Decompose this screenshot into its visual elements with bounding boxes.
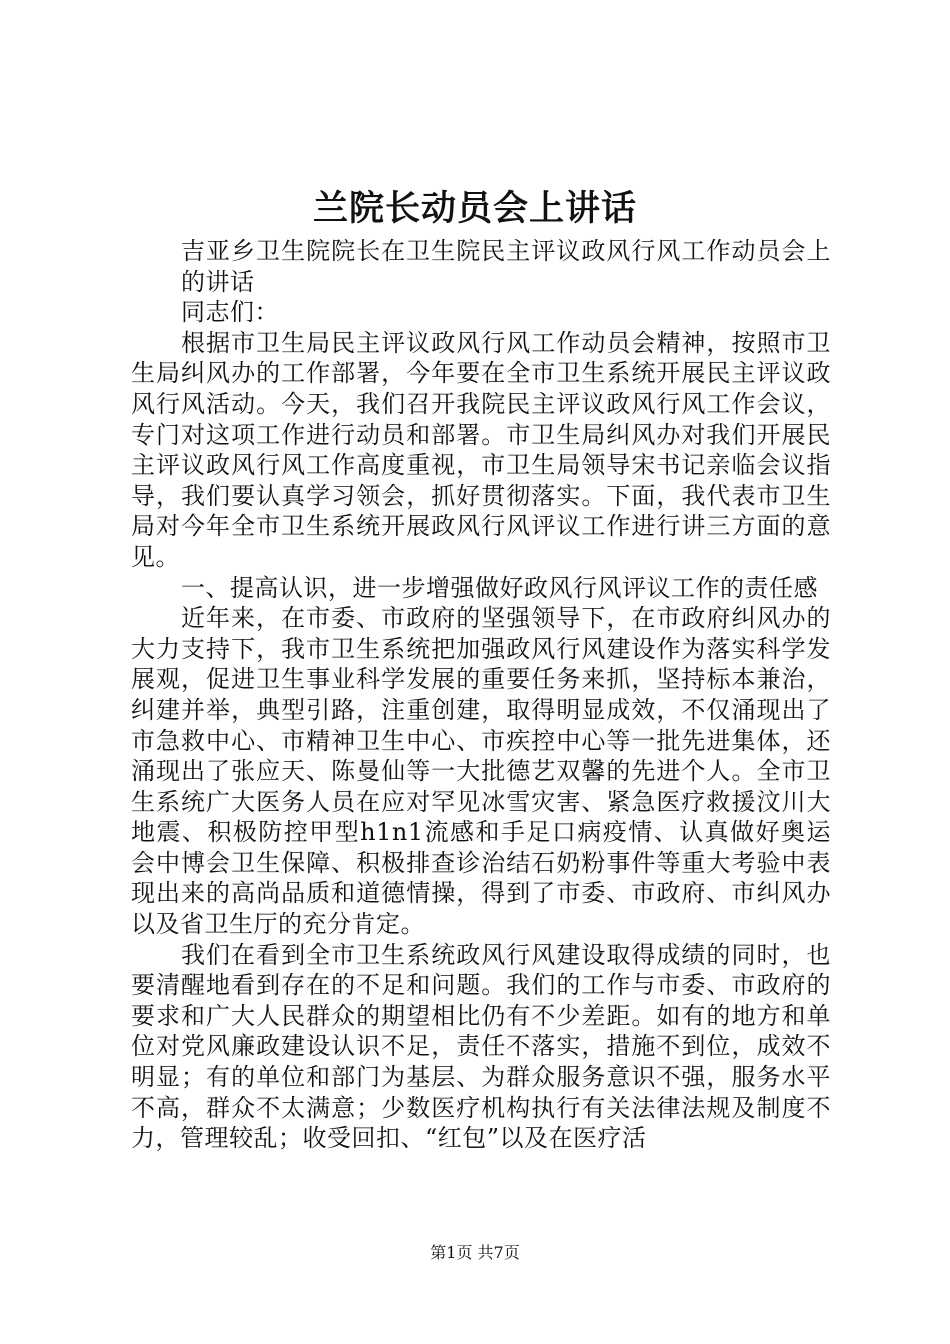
section-heading: 一、提高认识，进一步增强做好政风行风评议工作的责任感	[181, 573, 818, 602]
document-body	[131, 236, 831, 1154]
body-paragraph: 根据市卫生局民主评议政风行风工作动员会精神，按照市卫生局纠风办的工作部署，今年要在全市卫生系统开展民主评议政风行风活动。今天，我们召开我院民主评议政风行风工作会议，专门对这项工作进行动员和部署。市卫生局纠风办对我们开展民主评议政风行风工作高度重视，市卫生局领导宋书记亲临会议指导，我们要认真学习领会，抓好贯彻落实。下面，我代表市卫生局对今年全市卫生系统开展政风行风评议工作进行讲三方面的意见。	[131, 328, 831, 571]
document-subtitle: 吉亚乡卫生院院长在卫生院民主评议政风行风工作动员会上的讲话	[181, 237, 831, 296]
document-title: 兰院长动员会上讲话	[312, 188, 637, 229]
body-paragraph: 近年来，在市委、市政府的坚强领导下，在市政府纠风办的大力支持下，我市卫生系统把加强政风行风建设作为落实科学发展观，促进卫生事业科学发展的重要任务来抓，坚持标本兼治，纠建并举，典型引路，注重创建，取得明显成效，不仅涌现出了市急救中心、市精神卫生中心、市疾控中心等一批先进集体，还涌现出了张应天、陈曼仙等一大批德艺双馨的先进个人。全市卫生系统广大医务人员在应对罕见冰雪灾害、紧急医疗救援汶川大地震、积极防控甲型h1n1流感和手足口病疫情、认真做好奥运会中博会卫生保障、积极排查诊治结石奶粉事件等重大考验中表现出来的高尚品质和道德情操，得到了市委、市政府、市纠风办以及省卫生厅的充分肯定。	[131, 604, 831, 939]
salutation: 同志们：	[181, 298, 279, 327]
page-number: 第1页 共7页	[430, 1243, 520, 1262]
body-paragraph: 我们在看到全市卫生系统政风行风建设取得成绩的同时，也要清醒地看到存在的不足和问题。我们的工作与市委、市政府的要求和广大人民群众的期望相比仍有不少差距。如有的地方和单位对党风廉政建设认识不足，责任不落实，措施不到位，成效不明显；有的单位和部门为基层、为群众服务意识不强，服务水平不高，群众不太满意；少数医疗机构执行有关法律法规及制度不力，管理较乱；收受回扣、“红包”以及在医疗活	[131, 940, 831, 1153]
